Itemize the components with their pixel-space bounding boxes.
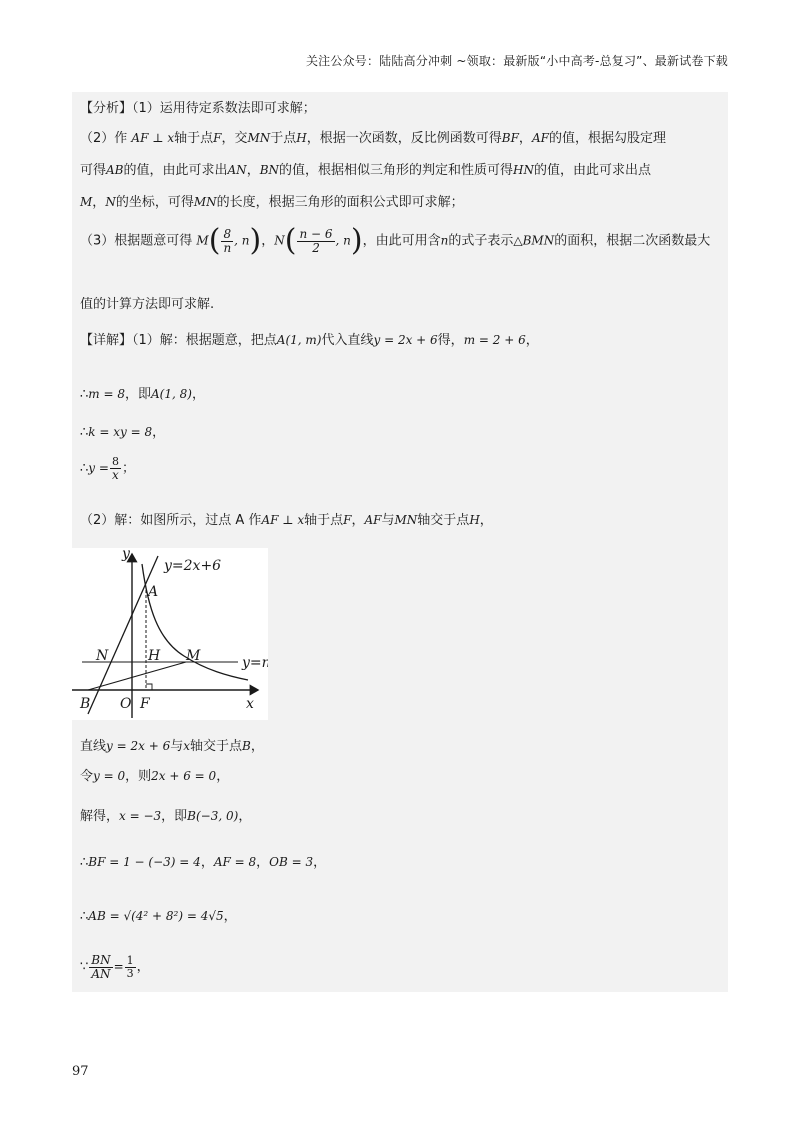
function-graph-figure: [72, 548, 268, 720]
analysis-tag: 【分析】: [80, 101, 133, 116]
detail-line-4: ∴y = $\frac{8}{x}$ ；: [80, 455, 135, 482]
detail-line-7: 令y = 0，则2x + 6 = 0，: [80, 769, 230, 784]
detail-line-9: ∴BF = 1 − (−3) = 4，AF = 8，OB = 3，: [80, 855, 327, 870]
right-angle-marker: [146, 684, 152, 690]
detail-tag: 【详解】: [80, 333, 133, 348]
detail-line-10: ∴AB = √(4² + 8²) = 4√5，: [80, 909, 237, 924]
analysis-line-1: 【分析】（1）运用待定系数法即可求解；: [80, 101, 316, 116]
detail-line-5: （2）解：如图所示，过点 A 作AF ⊥ x轴于点F，AF与MN轴交于点H，: [80, 513, 493, 528]
graph-svg: [72, 548, 268, 720]
point-O: O: [120, 696, 132, 712]
fraction-1-over-3: $\frac{1}{3}$: [126, 954, 134, 980]
detail-line-8: 解得，x = −3，即B(−3, 0)，: [80, 809, 252, 824]
analysis-line-6: 值的计算方法即可求解.: [80, 297, 215, 312]
line-label: y=2x+6: [164, 558, 222, 574]
detail-line-11: ∵ $\frac{BN}{AN}$ = $\frac{1}{3}$ ，: [80, 953, 150, 981]
fraction-BN-over-AN: $\frac{BN}{AN}$: [91, 953, 111, 981]
fraction-8-over-x: $\frac{8}{x}$: [111, 455, 119, 482]
point-B: B: [80, 696, 91, 712]
point-N: N: [96, 648, 109, 664]
x-axis-label: x: [246, 696, 254, 712]
detail-line-3: ∴k = xy = 8，: [80, 425, 166, 440]
y-axis-label: y: [122, 548, 130, 562]
point-M: M: [186, 648, 201, 664]
detail-line-2: ∴m = 8，即A(1, 8)，: [80, 387, 205, 402]
analysis-line-4: M，N的坐标，可得MN的长度，根据三角形的面积公式即可求解；: [80, 195, 464, 210]
fraction-8-over-n: $\frac{8}{n}$: [223, 226, 232, 255]
point-H: H: [148, 648, 161, 664]
detail-line-6: 直线y = 2x + 6与x轴交于点B，: [80, 739, 264, 754]
horizontal-line-label: y=n: [242, 655, 268, 671]
analysis-line-3: 可得AB的值，由此可求出AN，BN的值，根据相似三角形的判定和性质可得HN的值，由此可求出点: [80, 163, 652, 178]
solution-panel: [72, 92, 728, 992]
point-F: F: [140, 696, 150, 712]
segment-BM: [88, 662, 186, 690]
analysis-line-5: （3）根据题意可得 M( $\frac{8}{n}$ , n)，N( $\frac{n - 6}{2}$ , n)，由此可用含n的式子表示△BMN的面积，根据二次函数最大: [80, 223, 711, 258]
fraction-n-minus-6-over-2: $\frac{n - 6}{2}$: [299, 226, 333, 255]
detail-line-1: 【详解】（1）解：根据题意，把点A(1, m)代入直线y = 2x + 6得，m = 2 + 6，: [80, 333, 539, 348]
page-header: 关注公众号：陆陆高分冲刺 ~领取：最新版“小中高考-总复习”、最新试卷下载: [305, 54, 728, 68]
page-number: 97: [72, 1064, 89, 1079]
analysis-line-2: （2）作 AF ⊥ x轴于点F，交MN于点H，根据一次函数，反比例函数可得BF，AF的值，根据勾股定理: [80, 131, 666, 146]
point-A: A: [148, 584, 159, 600]
